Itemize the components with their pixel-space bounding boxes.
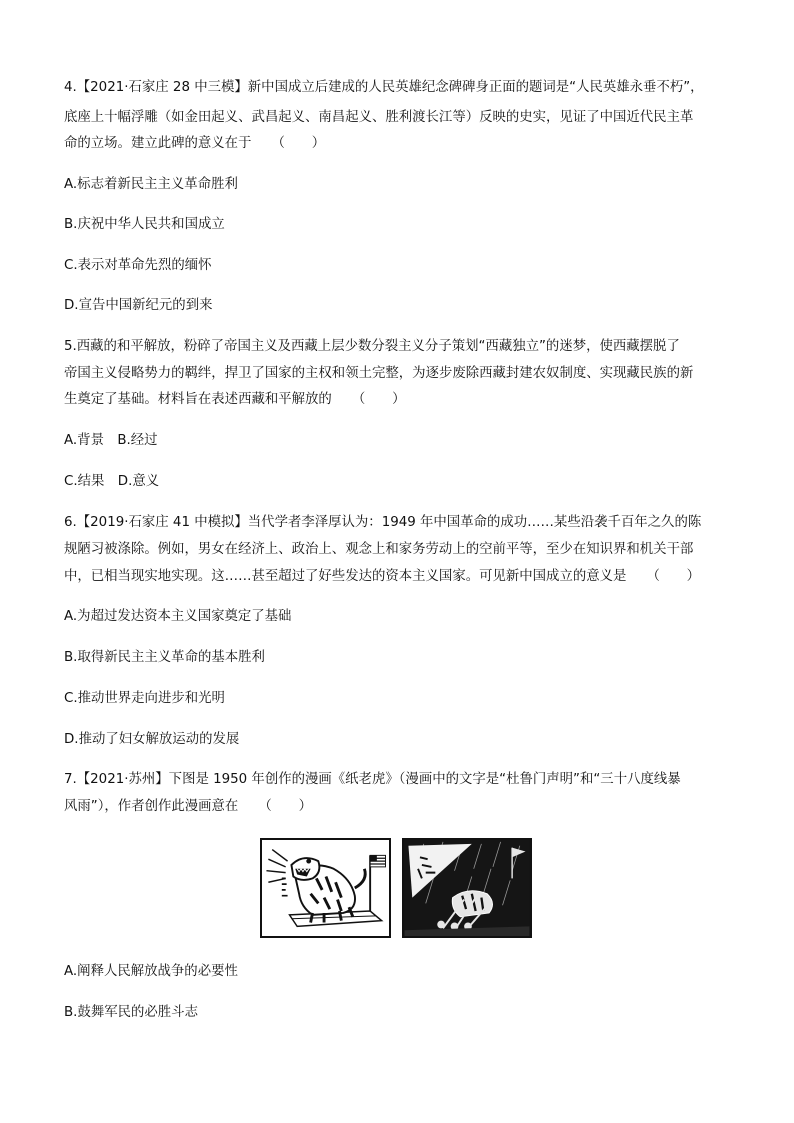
q6-option-d: D.推动了妇女解放运动的发展 <box>64 732 240 747</box>
q6-option-c: C.推动世界走向进步和光明 <box>64 691 225 706</box>
storm-illustration <box>404 840 530 936</box>
q4-option-a: A.标志着新民主主义革命胜利 <box>64 177 238 192</box>
q4-option-c: C.表示对革命先烈的缅怀 <box>64 258 212 273</box>
cartoon-storm-panel <box>402 838 532 938</box>
cartoon-paper-tiger-panel <box>260 838 391 938</box>
q4-stem-line-1: 4.【2021·石家庄 28 中三模】新中国成立后建成的人民英雄纪念碑碑身正面的题词是“人民英雄永垂不朽”， <box>64 80 704 95</box>
q7-stem-line-1: 7.【2021·苏州】下图是 1950 年创作的漫画《纸老虎》（漫画中的文字是“杜鲁门声明”和“三十八度线暴 <box>64 772 681 787</box>
q5-options-ab: A.背景 B.经过 <box>64 433 158 448</box>
q7-option-b: B.鼓舞军民的必胜斗志 <box>64 1005 198 1020</box>
q4-option-b: B.庆祝中华人民共和国成立 <box>64 217 225 232</box>
q6-stem-line-1: 6.【2019·石家庄 41 中模拟】当代学者李泽厚认为：1949 年中国革命的成功……某些沿袭千百年之久的陈 <box>64 515 702 530</box>
q4-option-d: D.宣告中国新纪元的到来 <box>64 298 213 313</box>
q5-stem-line-2: 帝国主义侵略势力的羁绊，捍卫了国家的主权和领土完整，为逐步废除西藏封建农奴制度、实现藏民族的新 <box>64 366 694 381</box>
q5-stem-line-1: 5.西藏的和平解放，粉碎了帝国主义及西藏上层少数分裂主义分子策划“西藏独立”的迷梦，使西藏摆脱了 <box>64 339 680 354</box>
q5-stem-line-3: 生奠定了基础。材料旨在表述西藏和平解放的 （ ） <box>64 392 406 407</box>
q4-stem-line-2: 底座上十幅浮雕（如金田起义、武昌起义、南昌起义、胜利渡长江等）反映的史实，见证了中国近代民主革 <box>64 110 694 125</box>
q7-stem-line-2: 风雨”），作者创作此漫画意在 （ ） <box>64 799 312 814</box>
q6-option-a: A.为超过发达资本主义国家奠定了基础 <box>64 609 292 624</box>
q6-stem-line-3: 中，已相当现实地实现。这……甚至超过了好些发达的资本主义国家。可见新中国成立的意义是 （ ） <box>64 569 701 584</box>
q6-option-b: B.取得新民主主义革命的基本胜利 <box>64 650 265 665</box>
q6-stem-line-2: 规陋习被涤除。例如，男女在经济上、政治上、观念上和家务劳动上的空前平等，至少在知识界和机关干部 <box>64 542 694 557</box>
q7-option-a: A.阐释人民解放战争的必要性 <box>64 964 238 979</box>
paper-tiger-illustration <box>262 840 389 936</box>
q5-options-cd: C.结果 D.意义 <box>64 474 160 489</box>
q4-stem-line-3: 命的立场。建立此碑的意义在于 （ ） <box>64 136 326 151</box>
